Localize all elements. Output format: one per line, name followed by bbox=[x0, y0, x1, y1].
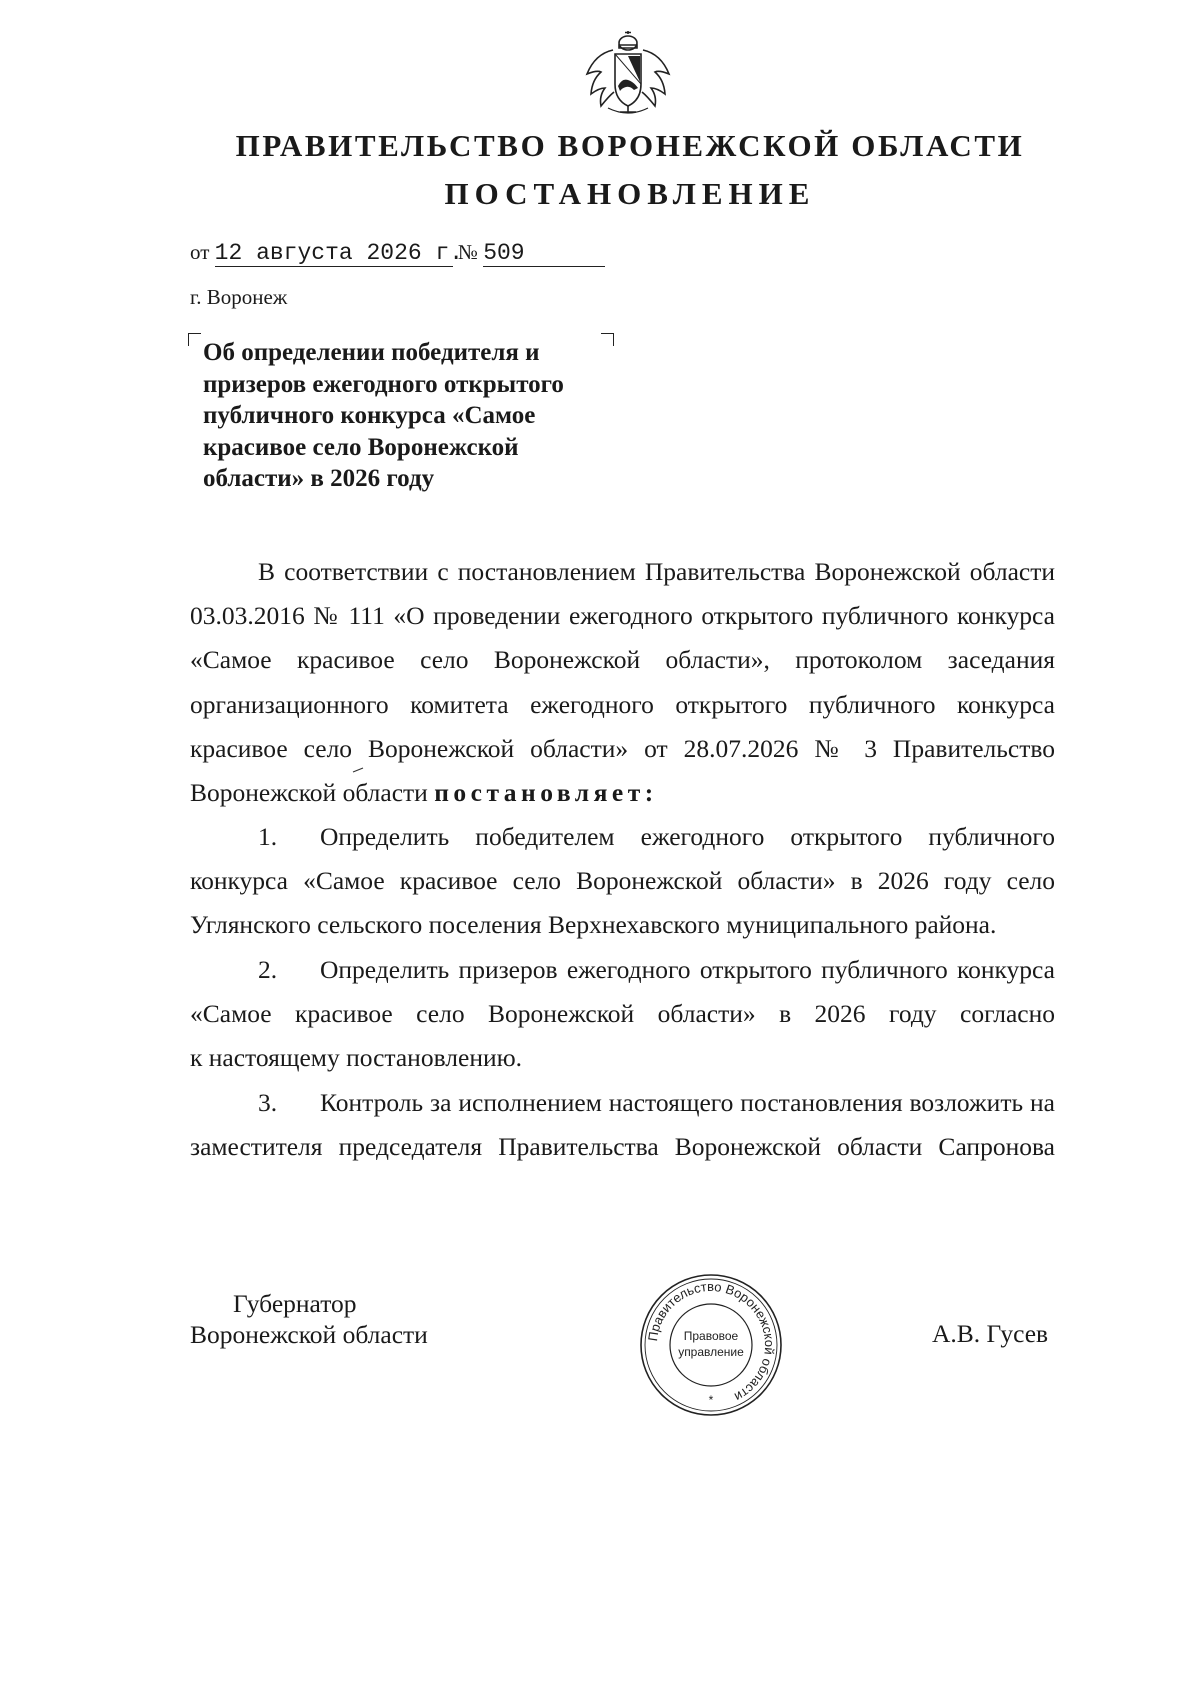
date-number-row bbox=[190, 240, 605, 267]
decree-lead-text: Воронежской области bbox=[190, 777, 428, 807]
stamp-center-line: управление bbox=[678, 1345, 744, 1359]
document-subject bbox=[203, 337, 603, 495]
number-sign: № bbox=[457, 240, 478, 264]
subject-line: области» в 2026 году bbox=[203, 465, 435, 492]
body-line: к настоящему постановлению. bbox=[190, 1043, 523, 1073]
clause-1 bbox=[190, 815, 1055, 948]
clause-text: Определить победителем ежегодного открытого публичного bbox=[320, 822, 1055, 851]
clause-number: 3. bbox=[258, 1088, 278, 1117]
subject-line: призеров ежегодного открытого bbox=[203, 370, 564, 398]
stamp-center-line: Правовое bbox=[683, 1329, 739, 1343]
pen-mark-icon bbox=[352, 767, 364, 773]
signatory-position bbox=[190, 1288, 428, 1350]
clause-first-line bbox=[190, 1081, 1055, 1125]
document-number: 509 bbox=[483, 240, 605, 267]
clause-2 bbox=[190, 948, 1055, 1081]
signatory-region: Воронежской области bbox=[190, 1320, 428, 1349]
clause-first-line bbox=[190, 815, 1055, 859]
subject-corner-left bbox=[188, 333, 201, 346]
official-stamp bbox=[636, 1270, 786, 1420]
organization-title: ПРАВИТЕЛЬСТВО ВОРОНЕЖСКОЙ ОБЛАСТИ bbox=[235, 128, 1025, 163]
coat-of-arms-icon bbox=[578, 30, 678, 120]
stamp-star-mark: * bbox=[708, 1393, 714, 1407]
preamble-paragraph bbox=[190, 550, 1055, 815]
body-line: заместителя председателя Правительства Воронежской области Сапронова bbox=[190, 1132, 1055, 1162]
document-date: 12 августа 2026 г. bbox=[214, 240, 464, 266]
body-line bbox=[190, 771, 1055, 815]
clause-first-line bbox=[190, 948, 1055, 992]
clause-number: 2. bbox=[258, 955, 278, 984]
subject-line: публичного конкурса «Самое bbox=[203, 402, 536, 429]
body-line: 03.03.2016 № 111 «О проведении ежегодного открытого публичного конкурса bbox=[190, 601, 1055, 631]
clause-text: Определить призеров ежегодного открытого публичного конкурса bbox=[320, 955, 1055, 984]
subject-line: красивое село Воронежской bbox=[203, 433, 519, 461]
subject-line: Об определении победителя и bbox=[203, 339, 540, 366]
signatory-name: А.В. Гусев bbox=[932, 1319, 1049, 1348]
body-line: красивое село Воронежской области» от 28.07.2026 № 3 Правительство bbox=[190, 733, 1055, 763]
signatory-title: Губернатор bbox=[233, 1289, 357, 1318]
clause-3 bbox=[190, 1081, 1055, 1169]
decree-colon: : bbox=[644, 777, 654, 807]
date-prefix: от bbox=[190, 240, 210, 264]
body-line: «Самое красивое село Воронежской области», протоколом заседания bbox=[190, 645, 1055, 675]
body-line: «Самое красивое село Воронежской области» в 2026 году согласно bbox=[190, 999, 1055, 1029]
decree-word: постановляет bbox=[434, 777, 645, 807]
body-line: Углянского сельского поселения Верхнехавского муниципального района. bbox=[190, 910, 997, 940]
body-line: конкурса «Самое красивое село Воронежской области» в 2026 году село bbox=[190, 866, 1055, 896]
city: г. Воронеж bbox=[190, 285, 288, 309]
clause-text: Контроль за исполнением настоящего постановления возложить на bbox=[320, 1088, 1055, 1117]
stamp-ring-text: Правительство Воронежской области bbox=[645, 1278, 778, 1405]
body-line: организационного комитета ежегодного открытого публичного конкурса bbox=[190, 689, 1055, 719]
document-type: ПОСТАНОВЛЕНИЕ bbox=[444, 176, 816, 211]
body-line: В соответствии с постановлением Правительства Воронежской области bbox=[258, 557, 1055, 586]
clause-number: 1. bbox=[258, 822, 278, 851]
